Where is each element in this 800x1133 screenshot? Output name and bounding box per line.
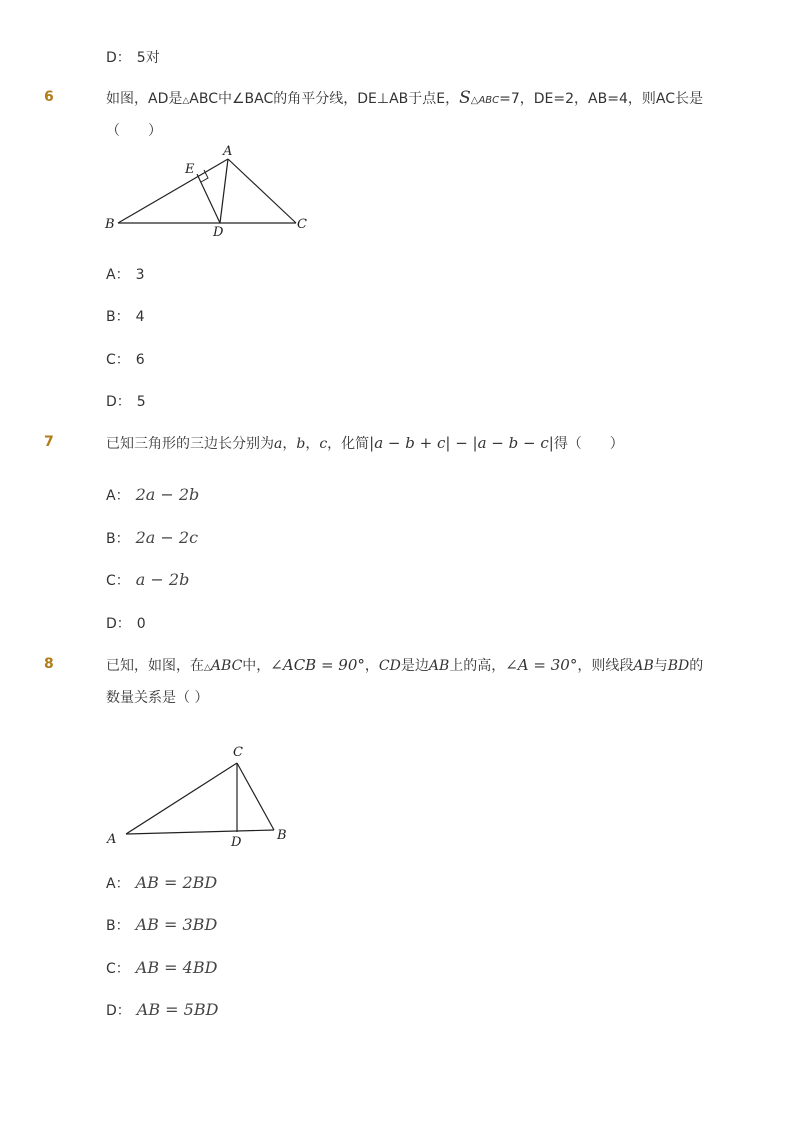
question-number: 8 xyxy=(44,656,54,672)
expression: |a − b + c| − |a − b − c| xyxy=(369,434,554,452)
option-value: 4 xyxy=(135,309,145,325)
area-symbol: S xyxy=(459,88,471,108)
option-d[interactable] xyxy=(106,391,146,411)
option-letter: C： xyxy=(106,573,130,589)
option-c[interactable] xyxy=(106,958,217,978)
label-a: A xyxy=(107,832,117,847)
option-letter: D： xyxy=(106,394,131,410)
question-7-stem xyxy=(106,434,624,453)
triangle-name: ABC xyxy=(210,658,243,674)
option-a[interactable] xyxy=(106,485,199,505)
option-letter: D： xyxy=(106,1003,131,1019)
separator: ， xyxy=(282,436,297,452)
segment-ac xyxy=(126,763,237,834)
stem-text: 如图，AD是 xyxy=(106,91,183,107)
option-value: 3 xyxy=(135,267,145,283)
option-letter: D： xyxy=(106,616,131,632)
stem-text: 已知，如图，在 xyxy=(106,658,204,674)
triangle-figure-q8 xyxy=(100,740,300,852)
option-value: 5对 xyxy=(136,50,160,66)
option-letter: D： xyxy=(106,50,131,66)
segment-name: AB xyxy=(633,658,654,674)
option-letter: A： xyxy=(106,876,130,892)
answer-paren: （ ） xyxy=(106,123,162,139)
option-letter: C： xyxy=(106,961,130,977)
option-value: 6 xyxy=(135,352,145,368)
label-d: D xyxy=(231,835,242,850)
option-a[interactable] xyxy=(106,264,145,284)
triangle-symbol: △ xyxy=(182,96,190,106)
label-c: C xyxy=(297,217,307,232)
option-value: AB = 2BD xyxy=(135,873,218,892)
option-d[interactable] xyxy=(106,613,146,633)
option-letter: B： xyxy=(106,309,130,325)
option-c[interactable] xyxy=(106,349,145,369)
label-d: D xyxy=(213,225,224,240)
option-letter: B： xyxy=(106,531,130,547)
label-e: E xyxy=(185,162,195,177)
stem-text: =7，DE=2，AB=4，则AC长是 xyxy=(499,91,703,107)
stem-text: ， xyxy=(364,658,379,674)
option-b[interactable] xyxy=(106,915,217,935)
stem-text: ABC中∠BAC的角平分线，DE⊥AB于点E， xyxy=(189,91,460,107)
option-value: AB = 4BD xyxy=(135,958,218,977)
option-d[interactable] xyxy=(106,1000,218,1020)
option-letter: A： xyxy=(106,267,130,283)
segment-ac xyxy=(228,159,296,223)
option-value: a − 2b xyxy=(135,570,190,589)
angle-expression: ∠A = 30° xyxy=(505,656,578,674)
option-letter: B： xyxy=(106,918,130,934)
segment-name: BD xyxy=(667,658,690,674)
question-8-stem-line2: 数量关系是（ ） xyxy=(106,690,209,706)
stem-text: ，化简 xyxy=(327,436,370,452)
stem-text: 得（ ） xyxy=(553,436,624,452)
option-value: 2a − 2b xyxy=(135,485,200,504)
stem-text: 是边 xyxy=(400,658,429,674)
label-b: B xyxy=(105,217,115,232)
option-b[interactable] xyxy=(106,306,145,326)
question-number: 7 xyxy=(44,434,54,450)
question-number: 6 xyxy=(44,89,54,105)
area-subscript: △ABC xyxy=(470,95,500,106)
prev-option-d[interactable] xyxy=(106,47,160,67)
segment-ba xyxy=(118,159,228,223)
option-value: 0 xyxy=(136,616,146,632)
segment-de xyxy=(197,174,220,223)
var-c: c xyxy=(319,436,328,452)
var-a: a xyxy=(274,436,283,452)
option-value: 5 xyxy=(136,394,146,410)
segment-ad xyxy=(220,159,228,223)
triangle-symbol: △ xyxy=(204,663,211,673)
label-a: A xyxy=(223,144,233,159)
option-letter: A： xyxy=(106,488,130,504)
option-c[interactable] xyxy=(106,570,189,590)
option-value: 2a − 2c xyxy=(135,528,199,547)
option-b[interactable] xyxy=(106,528,198,548)
label-c: C xyxy=(233,745,243,760)
stem-text: 上的高， xyxy=(449,658,506,674)
var-b: b xyxy=(296,436,306,452)
option-a[interactable] xyxy=(106,873,217,893)
stem-text: 已知三角形的三边长分别为 xyxy=(106,436,274,452)
question-6-stem xyxy=(106,89,703,110)
question-8-stem xyxy=(106,656,703,677)
option-letter: C： xyxy=(106,352,130,368)
triangle-figure-q6 xyxy=(100,140,320,240)
segment-name: CD xyxy=(378,658,401,674)
label-b: B xyxy=(277,828,287,843)
segment-cb xyxy=(237,763,274,830)
option-value: AB = 3BD xyxy=(135,915,218,934)
segment-name: AB xyxy=(428,658,450,674)
stem-text: 的 xyxy=(689,658,704,674)
angle-expression: ∠ACB = 90° xyxy=(270,656,365,674)
separator: ， xyxy=(305,436,320,452)
segment-ab xyxy=(126,830,274,834)
stem-text: ，则线段 xyxy=(577,658,634,674)
stem-text: 与 xyxy=(653,658,668,674)
stem-text: 中， xyxy=(242,658,271,674)
option-value: AB = 5BD xyxy=(136,1000,219,1019)
